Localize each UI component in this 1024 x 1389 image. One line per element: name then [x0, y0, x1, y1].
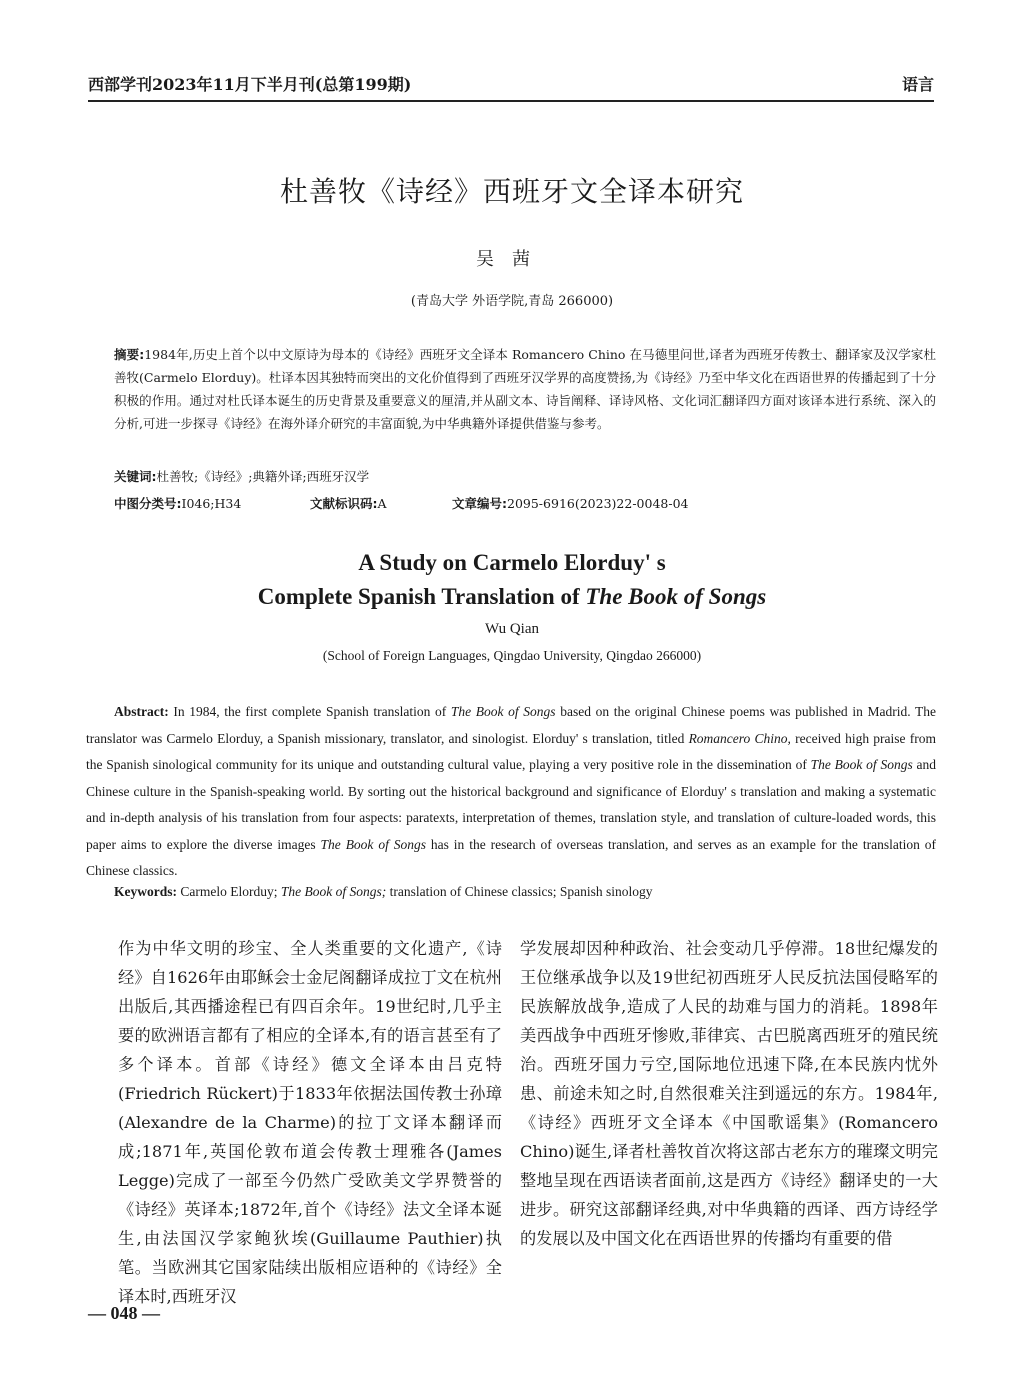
- section-name: 语言: [901, 75, 934, 94]
- abstract-en-italic: Romancero Chino,: [688, 730, 791, 746]
- body-column-left: [84, 934, 502, 1311]
- keywords-cn: [114, 467, 369, 485]
- abstract-en-part: received high praise from the Spanish sinological community for its unique and outstanding cultural value, playing a very positive role in the dissemination of: [86, 730, 936, 772]
- clc-code: [114, 494, 241, 512]
- abstract-en-part: has in the research of overseas translation, and serves as an example for the translation of Chinese classics.: [86, 836, 936, 878]
- keywords-cn-text: 杜善牧;《诗经》;典籍外译;西班牙汉学: [156, 469, 370, 484]
- title-en-line2: [0, 580, 1024, 614]
- article-title-en: [0, 546, 1024, 614]
- abstract-cn-label: 摘要:: [114, 347, 145, 362]
- title-en-line1: A Study on Carmelo Elorduy' s: [358, 550, 666, 575]
- author-cn: 吴茜: [476, 249, 548, 270]
- article-number: [452, 494, 688, 512]
- title-en-prefix: Complete Spanish Translation of: [257, 584, 586, 609]
- header-rule: [88, 100, 934, 102]
- affiliation-cn: (青岛大学 外语学院,青岛 266000): [410, 294, 614, 309]
- author-en: Wu Qian: [485, 621, 539, 637]
- keywords-en-italic: The Book of Songs;: [280, 884, 387, 899]
- keywords-en-part: Carmelo Elorduy;: [177, 884, 281, 899]
- keywords-en: [114, 884, 652, 900]
- body-paragraph: 作为中华文明的珍宝、全人类重要的文化遗产,《诗经》自1626年由耶稣会士金尼阁翻译成拉丁文在杭州出版后,其西播途程已有四百余年。19世纪时,几乎主要的欧洲语言都有了相应的全译本,有的语言甚至有了多个译本。首部《诗经》德文全译本由吕克特(Friedrich Rückert)于1833年依据法国传教士孙璋(Alexandre de la Charme)的拉丁文译本翻译而成;1871年,英国伦敦布道会传教士理雅各(James Legge)完成了一部至今仍然广受欧美文学界赞誉的《诗经》英译本;1872年,首个《诗经》法文全译本诞生,由法国汉学家鲍狄埃(Guillaume Pauthier)执笔。当欧洲其它国家陆续出版相应语种的《诗经》全译本时,西班牙汉: [118, 939, 502, 1306]
- abstract-en-part: and Chinese culture in the Spanish-speaking world. By sorting out the historical background and significance of Elorduy' s translation and making a systematic and in-depth analysis of his translation from four aspects: paratexts, interpretation of themes, translation style, and translation of culture-loaded words, this paper aims to explore the diverse images: [86, 757, 936, 852]
- body-paragraph: 学发展却因种种政治、社会变动几乎停滞。18世纪爆发的王位继承战争以及19世纪初西班牙人民反抗法国侵略军的民族解放战争,造成了人民的劫难与国力的消耗。1898年美西战争中西班牙惨败,菲律宾、古巴脱离西班牙的殖民统治。西班牙国力亏空,国际地位迅速下降,在本民族内忧外患、前途未知之时,自然很难关注到遥远的东方。1984年,《诗经》西班牙文全译本《中国歌谣集》(Romancero Chino)诞生,译者杜善牧首次将这部古老东方的璀璨文明完整地呈现在西语读者面前,这是西方《诗经》翻译史的一大进步。研究这部翻译经典,对中华典籍的西译、西方诗经学的发展以及中国文化在西语世界的传播均有重要的借: [520, 939, 938, 1248]
- abstract-en: [86, 699, 936, 885]
- clc-label: 中图分类号:: [114, 496, 182, 511]
- article-value: 2095-6916(2023)22-0048-04: [507, 496, 689, 511]
- abstract-en-italic: The Book of Songs: [320, 836, 426, 852]
- abstract-en-part: In 1984, the first complete Spanish translation of: [168, 704, 451, 719]
- doc-value: A: [377, 496, 387, 511]
- abstract-cn: [86, 343, 936, 435]
- keywords-en-part: translation of Chinese classics; Spanish sinology: [386, 884, 653, 899]
- abstract-en-part: based on the original Chinese poems was published in Madrid. The translator was Carmelo Elorduy, a Spanish missionary, translator, and sinologist. Elorduy' s translation, titled: [86, 704, 936, 746]
- article-title-cn: 杜善牧《诗经》西班牙文全译本研究: [279, 175, 744, 208]
- running-head: [88, 72, 934, 96]
- title-en-italic: The Book of Songs: [585, 584, 767, 609]
- keywords-cn-label: 关键词:: [114, 469, 157, 484]
- doc-label: 文献标识码:: [310, 496, 378, 511]
- page-number: — 048 —: [88, 1303, 160, 1323]
- abstract-en-italic: The Book of Songs: [450, 704, 556, 719]
- affiliation-en: (School of Foreign Languages, Qingdao University, Qingdao 266000): [322, 648, 702, 663]
- body-column-right: [520, 934, 938, 1253]
- article-label: 文章编号:: [452, 496, 507, 511]
- document-code: [310, 494, 387, 512]
- clc-value: I046;H34: [181, 496, 242, 511]
- abstract-en-italic: The Book of Songs: [810, 757, 913, 772]
- journal-issue: 西部学刊2023年11月下半月刊(总第199期): [88, 75, 412, 94]
- abstract-cn-text: 1984年,历史上首个以中文原诗为母本的《诗经》西班牙文全译本 Romancero Chino 在马德里问世,译者为西班牙传教士、翻译家及汉学家杜善牧(Carmelo Elorduy)。杜译本因其独特而突出的文化价值得到了西班牙汉学界的高度赞扬,为《诗经》乃至中华文化在西语世界的传播起到了十分积极的作用。通过对杜氏译本诞生的历史背景及重要意义的厘清,并从副文本、诗旨阐释、译诗风格、文化词汇翻译四方面对该译本进行系统、深入的分析,可进一步探寻《诗经》在海外译介研究的丰富面貌,为中华典籍外译提供借鉴与参考。: [114, 347, 937, 431]
- abstract-en-label: Abstract:: [114, 704, 169, 719]
- keywords-en-label: Keywords:: [114, 884, 177, 899]
